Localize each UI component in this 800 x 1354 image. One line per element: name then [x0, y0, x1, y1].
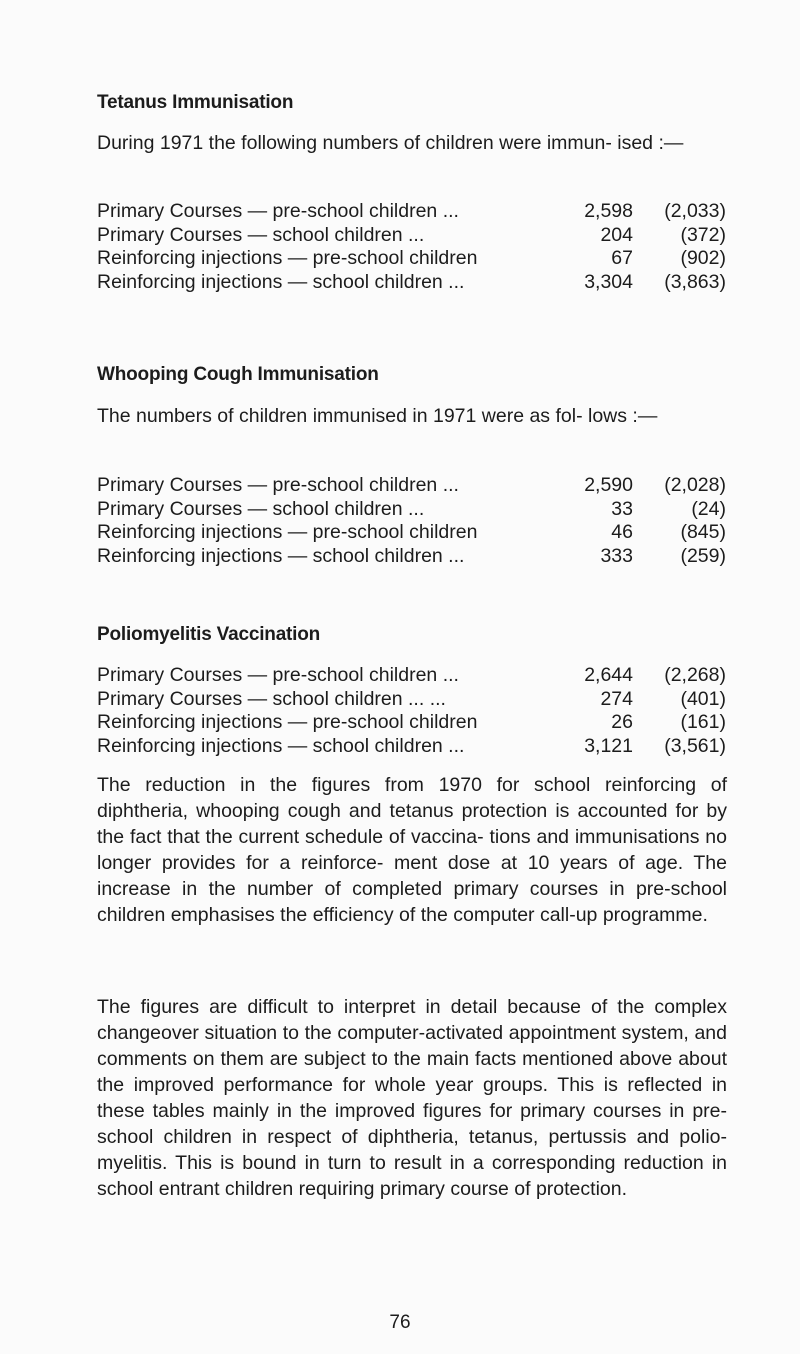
row-previous-value: (845) — [680, 521, 726, 543]
table-row — [97, 521, 737, 545]
row-value: 2,644 — [584, 664, 633, 686]
row-previous-value: (902) — [680, 247, 726, 269]
tetanus-heading: Tetanus Immunisation — [97, 92, 294, 113]
row-value: 3,121 — [584, 734, 633, 757]
row-previous-value: (372) — [680, 223, 726, 246]
tetanus-table — [97, 200, 737, 294]
table-row — [97, 271, 737, 295]
row-value: 2,590 — [584, 474, 633, 496]
poliomyelitis-heading: Poliomyelitis Vaccination — [97, 624, 321, 645]
row-value: 204 — [600, 223, 633, 246]
row-previous-value: (2,268) — [664, 664, 726, 686]
row-label: Reinforcing injections — school children ... — [97, 734, 465, 757]
table-row — [97, 224, 737, 248]
table-row — [97, 711, 737, 735]
table-row — [97, 735, 737, 759]
row-value: 333 — [600, 544, 633, 567]
interpretation-paragraph: The figures are difficult to interpret in detail because of the complex changeover situation to the computer-activated appointment system, and comments on them are subject to the main facts mentioned above about the improved performance for whole year groups. This is reflected in these tables mainly in the improved figures for primary courses in pre-school children in respect of diphtheria, tetanus, pertussis and polio- myelitis. This is bound in turn to result in a corresponding reduction in school entrant children requiring primary course of protection. — [97, 996, 727, 1200]
table-row — [97, 664, 737, 688]
row-value: 2,598 — [584, 200, 633, 222]
page-number: 76 — [389, 1312, 411, 1333]
row-previous-value: (2,033) — [664, 200, 726, 222]
row-value: 33 — [611, 497, 633, 520]
row-previous-value: (161) — [680, 711, 726, 733]
poliomyelitis-table — [97, 664, 737, 758]
row-label: Primary Courses — school children ... — [97, 497, 425, 520]
table-row — [97, 247, 737, 271]
whooping-cough-intro: The numbers of children immunised in 1971 were as fol- lows :— — [97, 405, 658, 427]
row-previous-value: (3,863) — [664, 270, 726, 293]
table-row — [97, 498, 737, 522]
table-row — [97, 545, 737, 569]
row-previous-value: (24) — [691, 497, 726, 520]
row-value: 3,304 — [584, 270, 633, 293]
table-row — [97, 688, 737, 712]
table-row — [97, 200, 737, 224]
row-label: Reinforcing injections — school children ... — [97, 544, 465, 567]
row-label: Primary Courses — pre-school children ... — [97, 474, 459, 496]
row-value: 274 — [600, 687, 633, 710]
row-previous-value: (401) — [680, 687, 726, 710]
row-label: Primary Courses — school children ... ... — [97, 687, 446, 710]
tetanus-intro: During 1971 the following numbers of children were immun- ised :— — [97, 132, 684, 154]
row-label: Primary Courses — pre-school children ... — [97, 200, 459, 222]
row-label: Reinforcing injections — pre-school children — [97, 521, 478, 543]
row-label: Primary Courses — pre-school children ... — [97, 664, 459, 686]
reduction-paragraph: The reduction in the figures from 1970 for school reinforcing of diphtheria, whooping cough and tetanus protection is accounted for by the fact that the current schedule of vaccina- tions and immunisations no longer provides for a reinforce- ment dose at 10 years of age. The increase in the number of completed primary courses in pre-school children emphasises the efficiency of the computer call-up programme. — [97, 774, 727, 926]
whooping-cough-heading: Whooping Cough Immunisation — [97, 364, 379, 385]
row-label: Primary Courses — school children ... — [97, 223, 425, 246]
row-label: Reinforcing injections — school children ... — [97, 270, 465, 293]
row-previous-value: (259) — [680, 544, 726, 567]
whooping-cough-table — [97, 474, 737, 568]
row-value: 46 — [611, 521, 633, 543]
row-label: Reinforcing injections — pre-school children — [97, 711, 478, 733]
row-label: Reinforcing injections — pre-school children — [97, 247, 478, 269]
row-value: 26 — [611, 711, 633, 733]
row-previous-value: (3,561) — [664, 734, 726, 757]
table-row — [97, 474, 737, 498]
row-value: 67 — [611, 247, 633, 269]
row-previous-value: (2,028) — [664, 474, 726, 496]
